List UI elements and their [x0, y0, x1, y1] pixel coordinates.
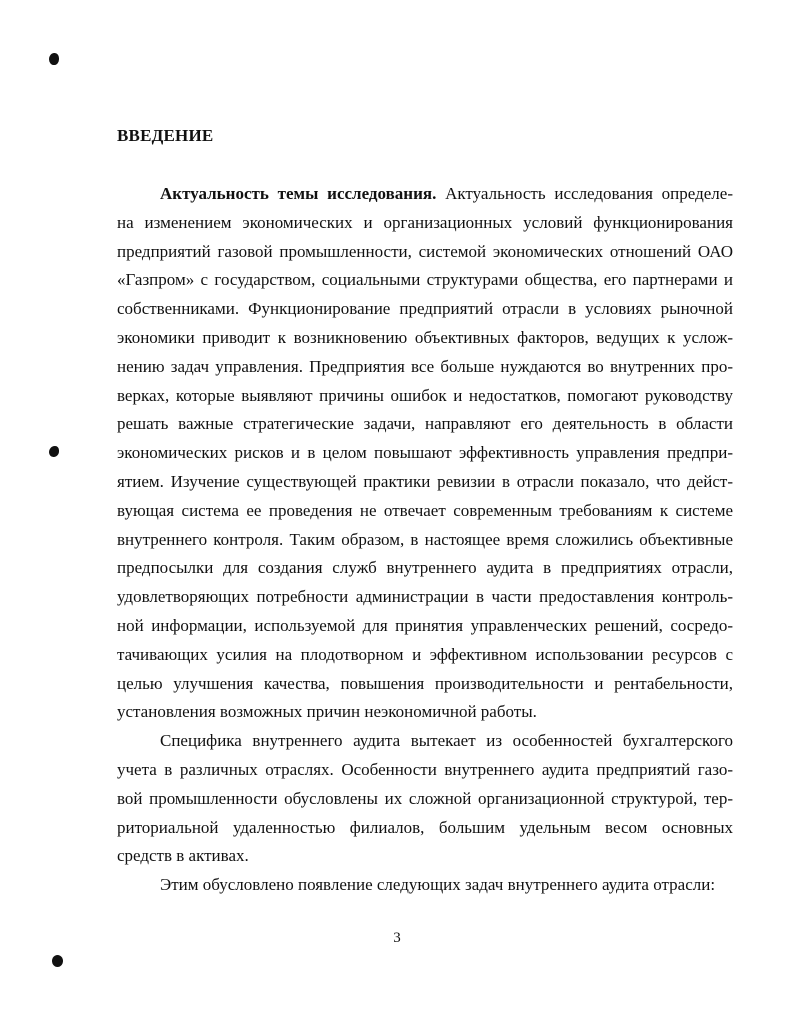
scan-punch-mark: [49, 446, 59, 457]
text-line: предприятий газовой промышленности, системой экономических отношений ОАО: [117, 241, 733, 261]
text-line: внутреннего контроля. Таким образом, в настоящее время сложились объективные: [117, 529, 733, 549]
text-line: риториальной удаленностью филиалов, большим удельным весом основных: [117, 817, 733, 837]
text-line: предпосылки для создания служб внутреннего аудита в предприятиях отрасли,: [117, 558, 733, 578]
text-line: учета в различных отраслях. Особенности внутреннего аудита предприятий газо-: [117, 759, 733, 779]
text-line: вующая система ее проведения не отвечает современным требованиям к системе: [117, 500, 733, 520]
text-line: экономических рисков и в целом повышают эффективность управления предпри-: [117, 443, 733, 463]
lead-phrase: Актуальность темы исследования.: [160, 184, 437, 203]
page-number: 3: [393, 930, 401, 946]
text-line: тачивающих усилия на плодотворном и эффективном использовании ресурсов с: [117, 644, 733, 664]
text-line: собственниками. Функционирование предприятий отрасли в условиях рыночной: [117, 299, 733, 319]
text-line: Актуальность темы исследования. Актуальность исследования определе-: [160, 184, 733, 203]
body-text: [117, 180, 733, 900]
text-line: средств в активах.: [117, 846, 249, 866]
text-line: на изменением экономических и организационных условий функционирования: [117, 212, 733, 232]
section-heading: ВВЕДЕНИЕ: [117, 126, 214, 145]
text-line: установления возможных причин неэкономичной работы.: [117, 702, 537, 722]
text-line: Этим обусловлено появление следующих задач внутреннего аудита отрасли:: [160, 875, 716, 895]
text-line: экономики приводит к возникновению объективных факторов, ведущих к услож-: [117, 327, 733, 347]
scan-punch-mark: [52, 955, 63, 967]
text-line: решать важные стратегические задачи, направляют его деятельность в области: [117, 414, 733, 434]
text-line: удовлетворяющих потребности администрации в части предоставления контроль-: [117, 587, 733, 607]
text-line: ятием. Изучение существующей практики ревизии в отрасли показало, что дейст-: [117, 471, 733, 491]
text-line: целью улучшения качества, повышения производительности и рентабельности,: [117, 673, 733, 693]
text-line: нению задач управления. Предприятия все больше нуждаются во внутренних про-: [117, 356, 733, 376]
scan-punch-mark: [49, 53, 59, 65]
text-line: Специфика внутреннего аудита вытекает из особенностей бухгалтерского: [160, 731, 733, 751]
text-line: «Газпром» с государством, социальными структурами общества, его партнерами и: [117, 270, 733, 290]
text-line: вой промышленности обусловлены их сложной организационной структурой, тер-: [117, 788, 733, 808]
text-line: верках, которые выявляют причины ошибок и недостатков, помогают руководству: [117, 385, 733, 405]
text-line: ной информации, используемой для принятия управленческих решений, сосредо-: [117, 615, 733, 635]
